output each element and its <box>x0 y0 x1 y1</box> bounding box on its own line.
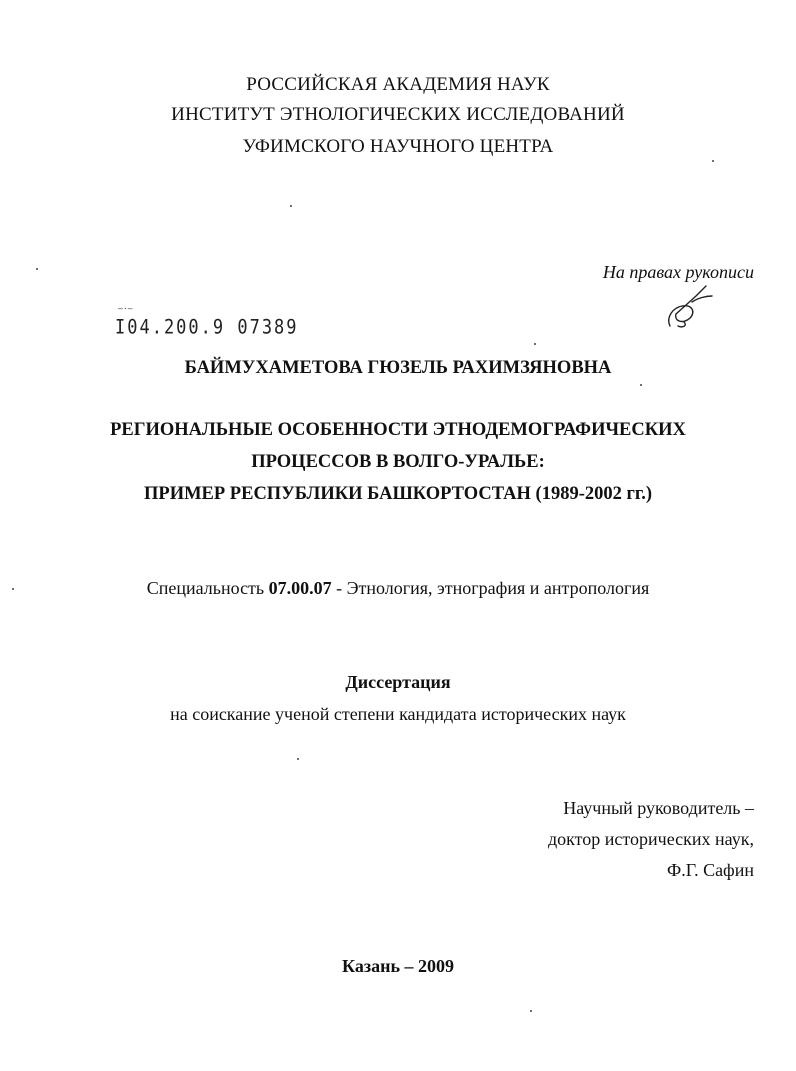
institution-line-2: ИНСТИТУТ ЭТНОЛОГИЧЕСКИХ ИССЛЕДОВАНИЙ <box>171 104 625 125</box>
institution-line-3: УФИМСКОГО НАУЧНОГО ЦЕНТРА <box>242 136 554 157</box>
specialty-line <box>0 578 796 599</box>
specialty-suffix: - Этнология, этнография и антропология <box>336 578 650 598</box>
specialty-code: 07.00.07 <box>268 578 332 598</box>
specialty-prefix: Специальность <box>146 578 265 598</box>
scan-speck <box>12 588 14 590</box>
supervisor-title: Научный руководитель – <box>563 798 754 818</box>
author-name: БАЙМУХАМЕТОВА ГЮЗЕЛЬ РАХИМЗЯНОВНА <box>184 358 612 378</box>
signature-icon <box>662 282 722 332</box>
scan-speck <box>297 758 299 760</box>
dissertation-title-line-1: РЕГИОНАЛЬНЫЕ ОСОБЕННОСТИ ЭТНОДЕМОГРАФИЧЕСКИХ <box>110 420 686 440</box>
city-year: Казань – 2009 <box>342 956 454 976</box>
supervisor-degree: доктор исторических наук, <box>548 829 754 849</box>
scan-speck <box>534 343 536 345</box>
degree-purpose: на соискание ученой степени кандидата исторических наук <box>170 704 626 724</box>
manuscript-rights-note: На правах рукописи <box>602 262 754 282</box>
dissertation-title-line-3: ПРИМЕР РЕСПУБЛИКИ БАШКОРТОСТАН (1989-2002 гг.) <box>144 484 652 504</box>
stamp-mark: —·— <box>118 304 133 313</box>
dissertation-title-line-2: ПРОЦЕССОВ В ВОЛГО-УРАЛЬЕ: <box>251 452 545 472</box>
supervisor-name: Ф.Г. Сафин <box>666 860 754 880</box>
institution-line-1: РОССИЙСКАЯ АКАДЕМИЯ НАУК <box>246 74 550 95</box>
work-type-label: Диссертация <box>345 672 451 692</box>
scan-speck <box>712 160 714 162</box>
scan-speck <box>290 205 292 207</box>
scan-speck <box>640 384 642 386</box>
library-stamp-number: I04.200.9 07389 <box>115 316 299 339</box>
scan-speck <box>36 268 38 270</box>
scan-speck <box>530 1010 532 1012</box>
